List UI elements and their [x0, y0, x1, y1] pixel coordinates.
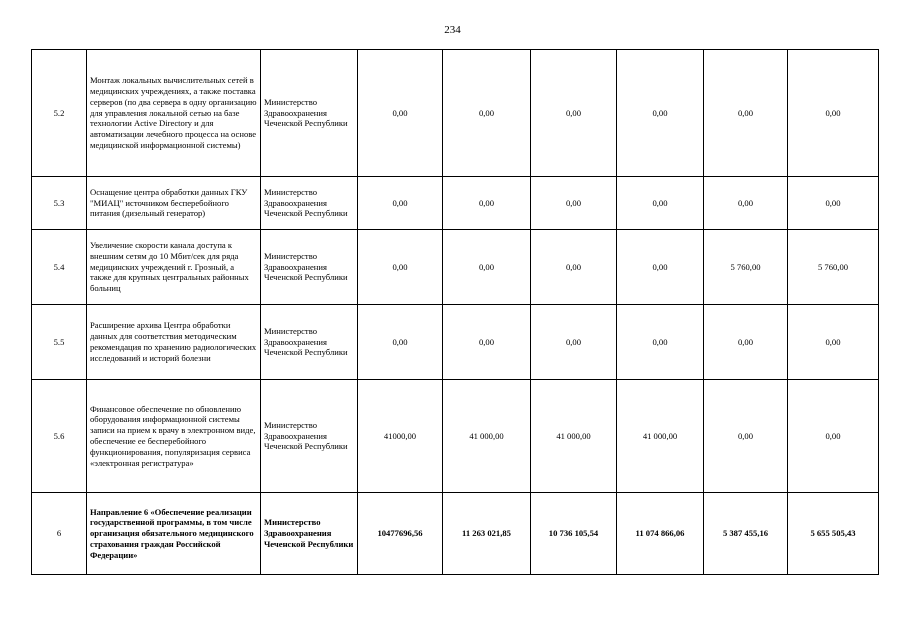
row-description: Монтаж локальных вычислительных сетей в медицинских учреждениях, а также поставка серверов (по два сервера в одну организацию для управления локальной сетью на базе технологии Active Directory и для автоматизации лечебного процесса на основе медицинской информационной системы)	[87, 50, 261, 177]
row-value: 41 000,00	[443, 380, 531, 493]
table-row	[32, 493, 879, 575]
budget-table	[31, 49, 879, 575]
row-value: 0,00	[617, 177, 704, 230]
row-description: Финансовое обеспечение по обновлению оборудования информационной системы записи на прием к врачу в электронном виде, обеспечение ее бесперебойного функционирования, популяризация сервиса «электронная регистратура»	[87, 380, 261, 493]
table-row	[32, 305, 879, 380]
row-executor: Министерство Здравоохранения Чеченской Республики	[261, 230, 358, 305]
row-number: 5.4	[32, 230, 87, 305]
row-value: 0,00	[788, 50, 879, 177]
table-row	[32, 230, 879, 305]
table-row	[32, 50, 879, 177]
row-value: 0,00	[358, 305, 443, 380]
row-value: 0,00	[617, 50, 704, 177]
row-value: 0,00	[358, 50, 443, 177]
row-number: 5.6	[32, 380, 87, 493]
row-executor: Министерство Здравоохранения Чеченской Республики	[261, 380, 358, 493]
row-value: 0,00	[443, 230, 531, 305]
row-value: 0,00	[443, 177, 531, 230]
row-executor: Министерство Здравоохранения Чеченской Республики	[261, 493, 358, 575]
row-value: 41 000,00	[531, 380, 617, 493]
row-value: 5 760,00	[788, 230, 879, 305]
row-number: 6	[32, 493, 87, 575]
row-value: 0,00	[617, 230, 704, 305]
table-row	[32, 380, 879, 493]
row-value: 0,00	[704, 380, 788, 493]
row-value: 10477696,56	[358, 493, 443, 575]
row-value: 5 387 455,16	[704, 493, 788, 575]
row-value: 41000,00	[358, 380, 443, 493]
row-value: 11 074 866,06	[617, 493, 704, 575]
row-value: 5 655 505,43	[788, 493, 879, 575]
row-value: 0,00	[788, 305, 879, 380]
row-value: 0,00	[704, 50, 788, 177]
table-row	[32, 177, 879, 230]
row-value: 0,00	[531, 50, 617, 177]
row-value: 0,00	[788, 380, 879, 493]
row-value: 0,00	[788, 177, 879, 230]
row-value: 41 000,00	[617, 380, 704, 493]
row-value: 5 760,00	[704, 230, 788, 305]
row-value: 0,00	[358, 230, 443, 305]
row-description: Оснащение центра обработки данных ГКУ "МИАЦ" источником бесперебойного питания (дизельный генератор)	[87, 177, 261, 230]
row-number: 5.2	[32, 50, 87, 177]
row-description: Расширение архива Центра обработки данных для соответствия методическим рекомендация по хранению радиологических исследований и историй болезни	[87, 305, 261, 380]
row-value: 0,00	[531, 305, 617, 380]
row-value: 0,00	[358, 177, 443, 230]
row-value: 0,00	[531, 230, 617, 305]
row-description: Направление 6 «Обеспечение реализации государственной программы, в том числе организация обязательного медицинского страхования граждан Российской Федерации»	[87, 493, 261, 575]
row-executor: Министерство Здравоохранения Чеченской Республики	[261, 177, 358, 230]
row-value: 11 263 021,85	[443, 493, 531, 575]
row-value: 0,00	[704, 177, 788, 230]
row-number: 5.5	[32, 305, 87, 380]
row-executor: Министерство Здравоохранения Чеченской Республики	[261, 50, 358, 177]
row-value: 0,00	[531, 177, 617, 230]
row-value: 0,00	[617, 305, 704, 380]
row-value: 0,00	[443, 305, 531, 380]
page-number: 234	[444, 24, 461, 36]
row-number: 5.3	[32, 177, 87, 230]
row-value: 0,00	[704, 305, 788, 380]
row-value: 0,00	[443, 50, 531, 177]
row-value: 10 736 105,54	[531, 493, 617, 575]
row-executor: Министерство Здравоохранения Чеченской Республики	[261, 305, 358, 380]
row-description: Увеличение скорости канала доступа к внешним сетям до 10 Мбит/сек для ряда медицинских учреждений г. Грозный, а также для крупных центральных районных больниц	[87, 230, 261, 305]
